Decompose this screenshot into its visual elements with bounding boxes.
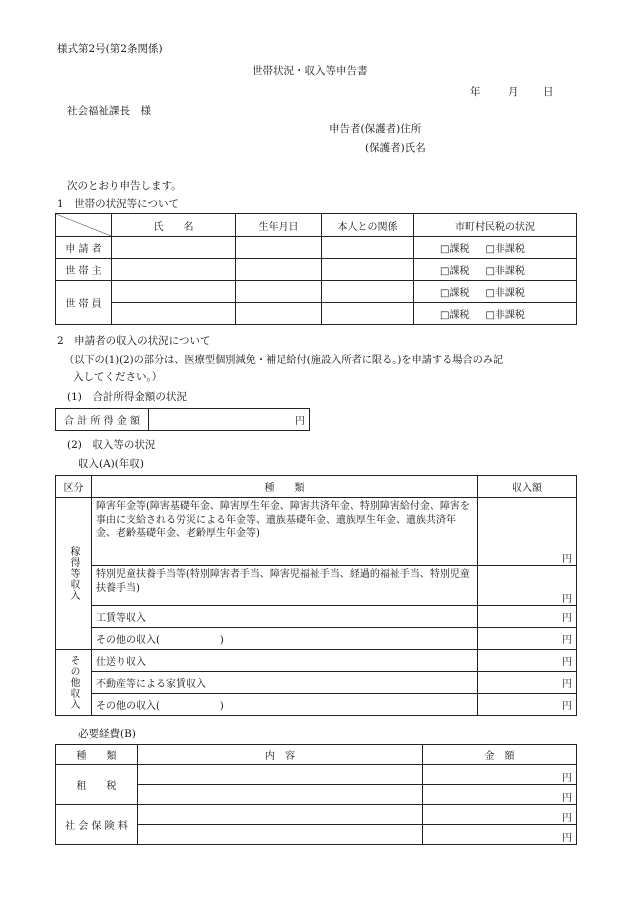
expense-amount-field[interactable] xyxy=(423,765,577,785)
header-name: 氏 名 xyxy=(112,214,236,237)
tax-status-cell[interactable] xyxy=(414,281,577,303)
name-field[interactable] xyxy=(112,259,236,281)
yen-unit: 円 xyxy=(562,657,572,668)
income-type-pension: 障害年金等(障害基礎年金、障害厚生年金、障害共済年金、特別障害給付金、障害を事由に支給される労災による年金等、遺族基礎年金、遺族厚生年金、遺族共済年金、老齢基礎年金、老齢厚生年金等) xyxy=(92,498,478,566)
yen-unit: 円 xyxy=(562,594,572,605)
expense-content-field[interactable] xyxy=(138,825,423,845)
tax-status-cell[interactable] xyxy=(414,259,577,281)
yen-unit: 円 xyxy=(562,833,572,844)
intro-text: 次のとおり申告します。 xyxy=(67,180,182,192)
header-relationship: 本人との関係 xyxy=(322,214,414,237)
header-type: 種 類 xyxy=(92,476,478,498)
expense-table xyxy=(55,744,577,845)
nontaxable-checkbox[interactable]: □非課税 xyxy=(485,266,525,277)
income-type-remittance: 仕送り収入 xyxy=(92,650,478,672)
relationship-field[interactable] xyxy=(322,237,414,259)
header-category: 区分 xyxy=(56,476,92,498)
income-amount-field[interactable] xyxy=(478,672,577,694)
header-expense-content: 内 容 xyxy=(138,745,423,765)
date-day: 日 xyxy=(543,86,554,98)
income-type-wages: 工賃等収入 xyxy=(92,606,478,628)
section2-heading: 2 申請者の収入の状況について xyxy=(57,335,211,347)
nontaxable-checkbox[interactable]: □非課税 xyxy=(485,310,525,321)
name-field[interactable] xyxy=(112,303,236,325)
expense-content-field[interactable] xyxy=(138,805,423,825)
nontaxable-checkbox[interactable]: □非課税 xyxy=(485,288,525,299)
income-type-allowance: 特別児童扶養手当等(特別障害者手当、障害児福祉手当、経過的福祉手当、特別児童扶養手当) xyxy=(92,566,478,606)
tax-status-cell[interactable] xyxy=(414,303,577,325)
expense-label: 必要経費(B) xyxy=(78,728,136,740)
income-type-other-earned: その他の収入( ) xyxy=(92,628,478,650)
name-field[interactable] xyxy=(112,237,236,259)
row-label-householder: 世 帯 主 xyxy=(56,259,112,281)
yen-unit: 円 xyxy=(562,813,572,824)
row-label-member: 世 帯 員 xyxy=(56,281,112,325)
taxable-checkbox[interactable]: □課税 xyxy=(440,288,470,299)
expense-amount-field[interactable] xyxy=(423,825,577,845)
form-id: 様式第2号(第2条関係) xyxy=(57,43,163,55)
relationship-field[interactable] xyxy=(322,259,414,281)
yen-unit: 円 xyxy=(295,416,305,427)
expense-amount-field[interactable] xyxy=(423,805,577,825)
yen-unit: 円 xyxy=(562,554,572,565)
income-amount-field[interactable] xyxy=(478,628,577,650)
income-amount-field[interactable] xyxy=(478,694,577,716)
date-year: 年 xyxy=(470,86,481,98)
addressee: 社会福祉課長 様 xyxy=(67,105,151,117)
yen-unit: 円 xyxy=(562,701,572,712)
birthdate-field[interactable] xyxy=(236,281,322,303)
nontaxable-checkbox[interactable]: □非課税 xyxy=(485,244,525,255)
income-type-other: その他の収入( ) xyxy=(92,694,478,716)
expense-amount-field[interactable] xyxy=(423,785,577,805)
taxable-checkbox[interactable]: □課税 xyxy=(440,310,470,321)
declarant-address: 申告者(保護者)住所 xyxy=(329,123,422,135)
relationship-field[interactable] xyxy=(322,281,414,303)
birthdate-field[interactable] xyxy=(236,303,322,325)
diagonal-header-cell xyxy=(56,214,112,237)
header-income-amount: 収入額 xyxy=(478,476,577,498)
date-month: 月 xyxy=(508,86,519,98)
relationship-field[interactable] xyxy=(322,303,414,325)
income-amount-field[interactable] xyxy=(478,498,577,566)
tax-status-cell[interactable] xyxy=(414,237,577,259)
total-income-label: 合 計 所 得 金 額 xyxy=(56,409,149,431)
subsection2-heading: (2) 収入等の状況 xyxy=(67,439,156,451)
other-income-label: その他収入 xyxy=(68,655,79,710)
header-tax-status: 市町村民税の状況 xyxy=(414,214,577,237)
total-income-table xyxy=(55,408,310,431)
total-income-field[interactable] xyxy=(149,409,310,431)
expense-content-field[interactable] xyxy=(138,765,423,785)
section2-note-line1: （以下の(1)(2)の部分は、医療型個別減免・補足給付(施設入所者に限る。)を申請する場合のみ記 xyxy=(64,355,504,366)
expense-tax-label: 租 税 xyxy=(56,765,138,805)
earned-income-label: 稼得等収入 xyxy=(68,546,79,601)
income-amount-field[interactable] xyxy=(478,566,577,606)
income-type-rent: 不動産等による家賃収入 xyxy=(92,672,478,694)
header-expense-amount: 金 額 xyxy=(423,745,577,765)
income-label: 収入(A)(年収) xyxy=(78,458,144,470)
yen-unit: 円 xyxy=(562,613,572,624)
page-title: 世帯状況・収入等申告書 xyxy=(252,65,368,77)
section2-note-line2: 入してください。） xyxy=(73,371,163,383)
earned-income-category xyxy=(56,498,92,650)
yen-unit: 円 xyxy=(562,793,572,804)
income-table xyxy=(55,475,577,716)
subsection1-heading: (1) 合計所得金額の状況 xyxy=(67,391,187,403)
expense-content-field[interactable] xyxy=(138,785,423,805)
yen-unit: 円 xyxy=(562,635,572,646)
name-field[interactable] xyxy=(112,281,236,303)
yen-unit: 円 xyxy=(562,679,572,690)
income-amount-field[interactable] xyxy=(478,606,577,628)
birthdate-field[interactable] xyxy=(236,237,322,259)
household-table xyxy=(55,213,577,325)
birthdate-field[interactable] xyxy=(236,259,322,281)
income-amount-field[interactable] xyxy=(478,650,577,672)
header-expense-type: 種 類 xyxy=(56,745,138,765)
row-label-applicant: 申 請 者 xyxy=(56,237,112,259)
taxable-checkbox[interactable]: □課税 xyxy=(440,244,470,255)
declarant-name: (保護者)氏名 xyxy=(365,142,426,154)
taxable-checkbox[interactable]: □課税 xyxy=(440,266,470,277)
expense-social-insurance-label: 社 会 保 険 料 xyxy=(56,805,138,845)
yen-unit: 円 xyxy=(562,773,572,784)
section1-heading: 1 世帯の状況等について xyxy=(57,198,179,210)
header-birthdate: 生年月日 xyxy=(236,214,322,237)
other-income-category xyxy=(56,650,92,716)
